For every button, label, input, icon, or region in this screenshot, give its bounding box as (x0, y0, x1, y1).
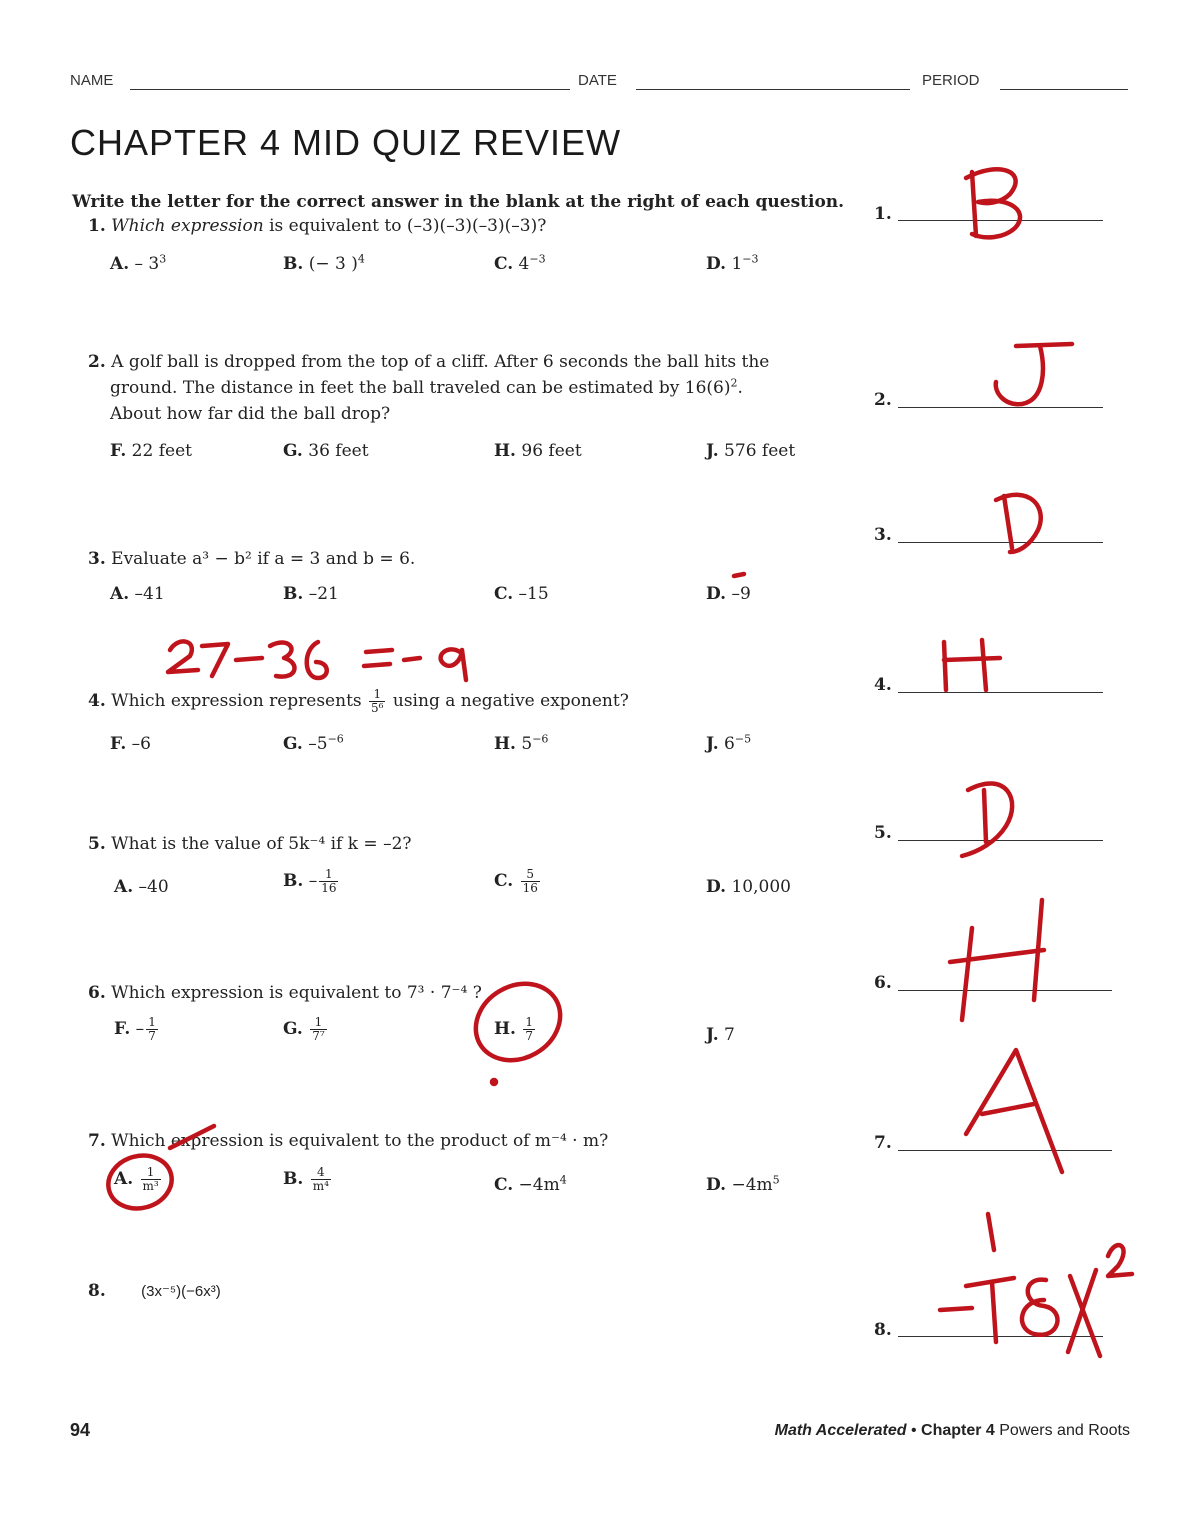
choice-4g: G. $-5^{-6}$ (283, 732, 344, 754)
answer-line-7[interactable] (898, 1150, 1112, 1151)
choice-3b: B. –21 (283, 584, 339, 604)
choice-7a: A. $\frac{1}{\text{m³}}$ (114, 1165, 159, 1194)
question-8: 8. (3x⁻⁵)(−6x³) (88, 1281, 221, 1301)
choice-1b: B. (− 3 )$^4$ (283, 252, 365, 274)
choice-6g: G. $\frac{1}{\text{7⁷}}$ (283, 1015, 325, 1044)
question-number: 2. (88, 352, 106, 372)
answer-blank-5: 5. (874, 823, 892, 843)
choice-4j: J. $6^{-5}$ (706, 732, 752, 754)
date-line (636, 89, 910, 90)
question-2: 2. A golf ball is dropped from the top of a cliff. After 6 seconds the ball hits the (88, 352, 770, 372)
handwritten-answer-1 (966, 169, 1020, 237)
choice-7b: B. $\frac{4}{\text{m⁴}}$ (283, 1165, 329, 1194)
choice-7c: C. $-4m^4$ (494, 1173, 567, 1195)
handwritten-answer-3 (996, 495, 1041, 552)
handwritten-answer-7 (966, 1050, 1062, 1172)
ink-dot (492, 1080, 496, 1084)
answer-line-5[interactable] (898, 840, 1103, 841)
tick-mark (734, 574, 744, 576)
question-5: 5. What is the value of 5k⁻⁴ if k = –2? (88, 834, 412, 854)
choice-6h: H. $\frac{1}{7}$ (494, 1015, 534, 1044)
choice-6f: F. – $\frac{1}{7}$ (114, 1015, 156, 1044)
answer-line-4[interactable] (898, 692, 1103, 693)
fraction: $\frac{1}{\text{5⁶}}$ (371, 687, 384, 716)
question-3: 3. Evaluate a³ − b² if a = 3 and b = 6. (88, 549, 416, 569)
answer-blank-4: 4. (874, 675, 892, 695)
choice-6j: J. 7 (706, 1025, 735, 1045)
answer-line-1[interactable] (898, 220, 1103, 221)
question-2-line3: About how far did the ball drop? (110, 404, 391, 424)
choice-4h: H. $5^{-6}$ (494, 732, 549, 754)
handwritten-work-q3 (168, 641, 466, 680)
choice-7d: D. $-4m^5$ (706, 1173, 780, 1195)
choice-5b: B. – $\frac{1}{16}$ (283, 867, 337, 896)
question-1 (88, 216, 546, 236)
question-2-line2: ground. The distance in feet the ball traveled can be estimated by $16(6)^2$. (110, 376, 743, 398)
question-7: 7. Which expression is equivalent to the product of m⁻⁴ · m? (88, 1131, 609, 1151)
page-number: 94 (70, 1420, 91, 1440)
question-4: 4. Which expression represents $\frac{1}{\text{5⁶}}$ using a negative exponent? (88, 687, 629, 716)
handwritten-answer-8 (940, 1214, 1132, 1356)
choice-2h: H. 96 feet (494, 441, 582, 461)
choice-5a: A. –40 (114, 877, 169, 897)
choice-1a: A. – $3^3$ (110, 252, 167, 274)
answer-blank-1: 1. (874, 204, 892, 224)
date-label: DATE (578, 72, 617, 89)
answer-blank-2: 2. (874, 390, 892, 410)
handwritten-answer-2 (996, 344, 1072, 404)
answer-line-3[interactable] (898, 542, 1103, 543)
choice-2g: G. 36 feet (283, 441, 369, 461)
choice-1d: D. $1^{-3}$ (706, 252, 759, 274)
instructions: Write the letter for the correct answer in the blank at the right of each question. (72, 192, 845, 212)
question-6: 6. Which expression is equivalent to 7³ · 7⁻⁴ ? (88, 983, 482, 1003)
choice-2f: F. 22 feet (110, 441, 192, 461)
answer-blank-3: 3. (874, 525, 892, 545)
choice-4f: F. –6 (110, 734, 152, 754)
choice-3d: D. –9 (706, 584, 751, 604)
choice-5c: C. $\frac{5}{16}$ (494, 867, 538, 896)
name-line (130, 89, 570, 90)
question-text: is equivalent to (–3)(–3)(–3)(–3)? (263, 216, 547, 236)
question-text: Which expression (111, 216, 264, 236)
choice-5d: D. 10,000 (706, 877, 791, 897)
handwritten-answer-5 (962, 783, 1012, 856)
answer-line-6[interactable] (898, 990, 1112, 991)
period-line (1000, 89, 1128, 90)
answer-blank-6: 6. (874, 973, 892, 993)
choice-3c: C. –15 (494, 584, 549, 604)
handwritten-answer-4 (944, 640, 1000, 690)
choice-1c: C. $4^{-3}$ (494, 252, 546, 274)
period-label: PERIOD (922, 72, 980, 89)
footer-course: Math Accelerated • Chapter 4 Powers and Roots (774, 1422, 1130, 1439)
choice-3a: A. –41 (110, 584, 165, 604)
name-label: NAME (70, 72, 114, 89)
answer-line-2[interactable] (898, 407, 1103, 408)
page-title: CHAPTER 4 MID QUIZ REVIEW (70, 122, 622, 163)
answer-blank-7: 7. (874, 1133, 892, 1153)
answer-line-8[interactable] (898, 1336, 1103, 1337)
answer-blank-8: 8. (874, 1320, 892, 1340)
handwritten-answer-6 (950, 900, 1044, 1020)
question-number: 1. (88, 216, 106, 236)
choice-2j: J. 576 feet (706, 441, 796, 461)
